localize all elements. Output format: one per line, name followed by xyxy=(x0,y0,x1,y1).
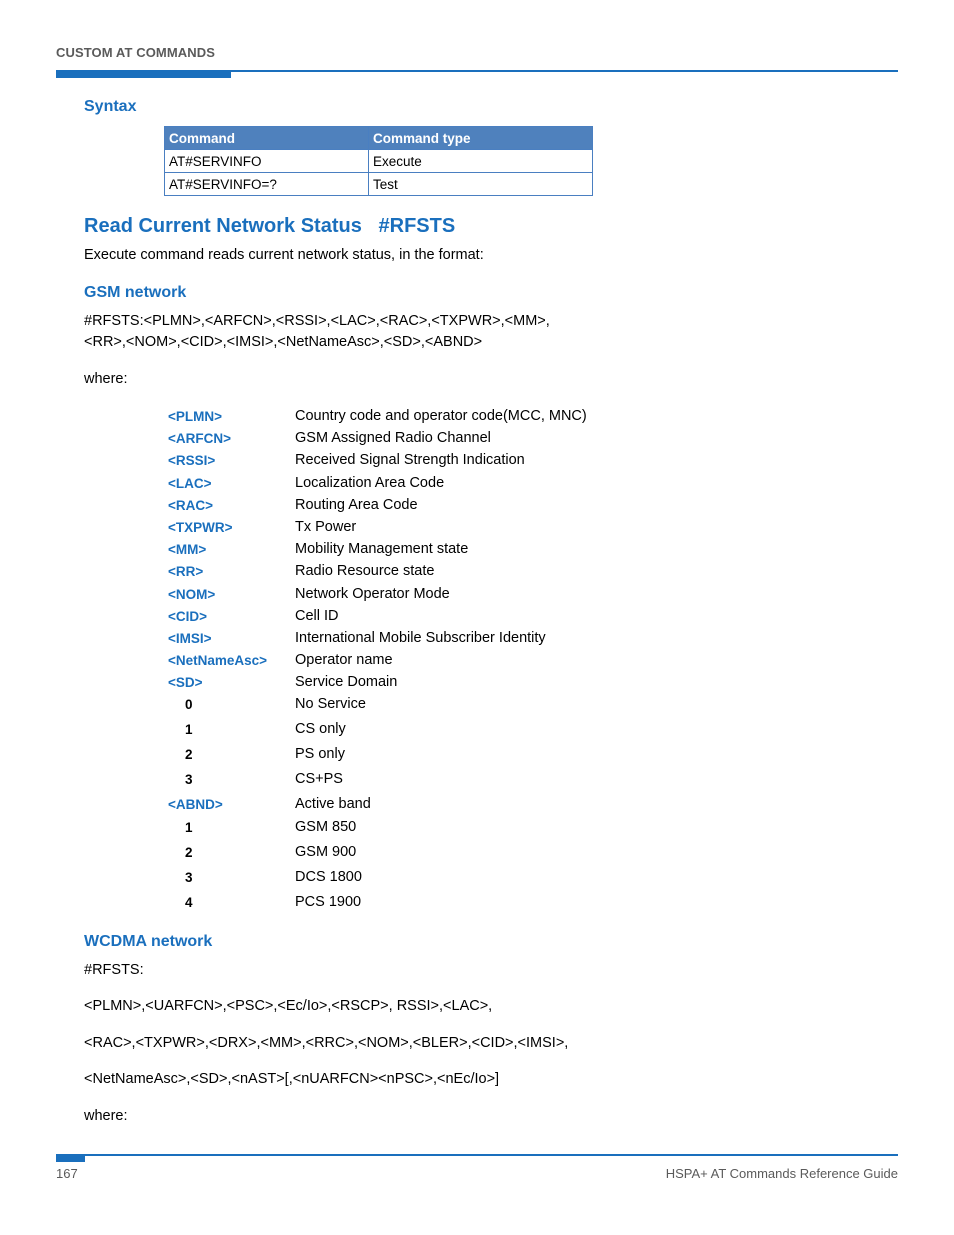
syntax-heading: Syntax xyxy=(84,98,137,115)
running-header: CUSTOM AT COMMANDS xyxy=(56,45,215,60)
gsm-parameter-list xyxy=(168,406,768,917)
parameter-row xyxy=(168,842,768,867)
parameter-name: <LAC> xyxy=(168,475,212,491)
parameter-row xyxy=(168,719,768,744)
parameter-row xyxy=(168,744,768,769)
parameter-description: GSM Assigned Radio Channel xyxy=(295,430,491,447)
parameter-row xyxy=(168,473,768,495)
parameter-name: <RSSI> xyxy=(168,453,216,469)
table-cell: Test xyxy=(369,173,593,196)
footer-accent-block xyxy=(56,1154,85,1162)
parameter-value: 3 xyxy=(185,772,193,788)
gsm-where: where: xyxy=(84,371,128,387)
section-heading: Read Current Network Status #RFSTS xyxy=(84,215,456,237)
parameter-name: <RAC> xyxy=(168,497,214,513)
parameter-description: Routing Area Code xyxy=(295,496,418,513)
table-cell: AT#SERVINFO xyxy=(165,150,369,173)
parameter-description: PS only xyxy=(295,746,345,763)
parameter-name: <TXPWR> xyxy=(168,519,233,535)
gsm-heading: GSM network xyxy=(84,284,187,301)
parameter-row xyxy=(168,428,768,450)
parameter-row xyxy=(168,867,768,892)
parameter-name: <CID> xyxy=(168,608,208,624)
table-row xyxy=(165,150,593,173)
parameter-row xyxy=(168,561,768,583)
parameter-description: GSM 900 xyxy=(295,843,357,860)
parameter-description: Localization Area Code xyxy=(295,474,445,491)
parameter-name: <SD> xyxy=(168,675,203,691)
header-accent-block xyxy=(56,70,231,78)
parameter-description: CS+PS xyxy=(295,771,343,788)
parameter-description: Mobility Management state xyxy=(295,541,469,558)
parameter-row xyxy=(168,817,768,842)
syntax-table xyxy=(164,126,593,196)
parameter-value: 1 xyxy=(185,819,193,835)
parameter-description: International Mobile Subscriber Identity xyxy=(295,629,546,646)
parameter-value: 1 xyxy=(185,722,193,738)
page-number: 167 xyxy=(56,1166,78,1181)
parameter-description: Country code and operator code(MCC, MNC) xyxy=(295,408,587,424)
parameter-value: 2 xyxy=(185,844,193,860)
parameter-row xyxy=(168,584,768,606)
parameter-name: <MM> xyxy=(168,542,207,558)
parameter-description: Cell ID xyxy=(295,607,339,624)
column-header-command: Command xyxy=(165,127,369,150)
wcdma-format-line-1: #RFSTS: xyxy=(84,962,144,978)
parameter-row xyxy=(168,450,768,472)
parameter-name: <NetNameAsc> xyxy=(168,653,268,669)
parameter-row xyxy=(168,628,768,650)
wcdma-format-line-4: <NetNameAsc>,<SD>,<nAST>[,<nUARFCN><nPSC>,<nEc/Io>] xyxy=(84,1071,500,1087)
parameter-value: 4 xyxy=(185,894,193,910)
wcdma-heading: WCDMA network xyxy=(84,933,213,950)
parameter-description: Tx Power xyxy=(295,518,357,535)
parameter-name: <RR> xyxy=(168,564,204,580)
parameter-value: 3 xyxy=(185,869,193,885)
parameter-row xyxy=(168,606,768,628)
table-cell: Execute xyxy=(369,150,593,173)
parameter-row xyxy=(168,672,768,694)
table-row xyxy=(165,173,593,196)
footer-rule xyxy=(56,1154,898,1156)
parameter-description: Active band xyxy=(295,796,371,813)
parameter-description: PCS 1900 xyxy=(295,893,362,910)
parameter-row xyxy=(168,539,768,561)
parameter-description: Radio Resource state xyxy=(295,563,435,580)
footer-document-title: HSPA+ AT Commands Reference Guide xyxy=(665,1166,898,1181)
parameter-description: Network Operator Mode xyxy=(295,585,450,602)
wcdma-format-line-2: <PLMN>,<UARFCN>,<PSC>,<Ec/Io>,<RSCP>, RSSI>,<LAC>, xyxy=(84,998,493,1014)
parameter-row xyxy=(168,769,768,794)
parameter-name: <ABND> xyxy=(168,797,223,813)
parameter-description: Operator name xyxy=(295,652,393,669)
parameter-description: GSM 850 xyxy=(295,818,357,835)
parameter-description: Service Domain xyxy=(295,674,398,691)
parameter-name: <IMSI> xyxy=(168,630,212,646)
gsm-format-line-1: #RFSTS:<PLMN>,<ARFCN>,<RSSI>,<LAC>,<RAC>,<TXPWR>,<MM>, xyxy=(84,313,550,329)
table-header-row xyxy=(165,127,593,150)
parameter-description: Received Signal Strength Indication xyxy=(295,452,525,469)
table-cell: AT#SERVINFO=? xyxy=(165,173,369,196)
parameter-name: <NOM> xyxy=(168,586,216,602)
parameter-row xyxy=(168,650,768,672)
parameter-row xyxy=(168,495,768,517)
parameter-row xyxy=(168,517,768,539)
parameter-value: 0 xyxy=(185,697,193,713)
parameter-row xyxy=(168,694,768,719)
parameter-row xyxy=(168,794,768,816)
intro-paragraph: Execute command reads current network status, in the format: xyxy=(84,247,484,263)
parameter-row xyxy=(168,892,768,917)
wcdma-format-line-3: <RAC>,<TXPWR>,<DRX>,<MM>,<RRC>,<NOM>,<BLER>,<CID>,<IMSI>, xyxy=(84,1035,569,1051)
parameter-row xyxy=(168,406,768,428)
column-header-command-type: Command type xyxy=(369,127,593,150)
gsm-format-line-2: <RR>,<NOM>,<CID>,<IMSI>,<NetNameAsc>,<SD>,<ABND> xyxy=(84,334,483,350)
parameter-description: CS only xyxy=(295,721,346,738)
parameter-description: DCS 1800 xyxy=(295,868,362,885)
wcdma-where: where: xyxy=(84,1108,128,1124)
parameter-description: No Service xyxy=(295,696,366,713)
parameter-name: <ARFCN> xyxy=(168,431,232,447)
parameter-name: <PLMN> xyxy=(168,409,223,424)
parameter-value: 2 xyxy=(185,747,193,763)
